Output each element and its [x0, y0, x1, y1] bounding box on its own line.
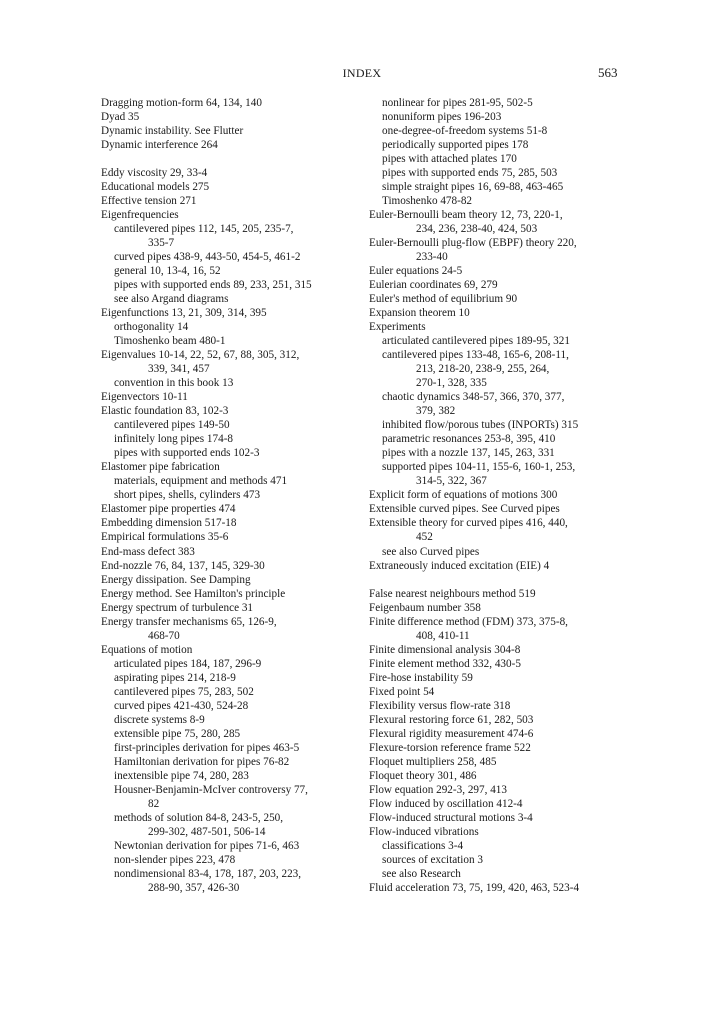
index-subentry: methods of solution 84-8, 243-5, 250,: [114, 811, 284, 824]
index-subentry: Newtonian derivation for pipes 71-6, 463: [114, 839, 300, 852]
index-entry: Effective tension 271: [101, 195, 197, 208]
index-entry: Euler equations 24-5: [369, 265, 463, 278]
index-subentry: 299-302, 487-501, 506-14: [148, 825, 266, 838]
index-subentry: curved pipes 421-430, 524-28: [114, 699, 249, 712]
index-subentry: short pipes, shells, cylinders 473: [114, 489, 261, 502]
index-subentry: pipes with supported ends 89, 233, 251, 315: [114, 279, 312, 292]
index-subentry: Timoshenko 478-82: [382, 195, 473, 208]
index-subentry: see also Research: [382, 867, 461, 880]
index-entry: Fluid acceleration 73, 75, 199, 420, 463, 523-4: [369, 881, 580, 894]
index-subentry: 82: [148, 797, 160, 810]
index-entry: Extensible theory for curved pipes 416, 440,: [369, 517, 568, 530]
index-subentry: pipes with supported ends 75, 285, 503: [382, 167, 558, 180]
index-subentry: chaotic dynamics 348-57, 366, 370, 377,: [382, 391, 565, 404]
index-entry: Elastic foundation 83, 102-3: [101, 405, 229, 418]
index-entry: Flexural rigidity measurement 474-6: [369, 727, 534, 740]
index-entry: Flow equation 292-3, 297, 413: [369, 783, 507, 796]
index-subentry: pipes with supported ends 102-3: [114, 447, 260, 460]
index-subentry: 339, 341, 457: [148, 363, 210, 376]
index-entry: Embedding dimension 517-18: [101, 517, 237, 530]
index-entry: Energy spectrum of turbulence 31: [101, 601, 254, 614]
index-entry: Finite difference method (FDM) 373, 375-8,: [369, 615, 568, 628]
index-subentry: nonuniform pipes 196-203: [382, 111, 502, 124]
index-entry: Eigenfunctions 13, 21, 309, 314, 395: [101, 307, 267, 320]
index-subentry: 233-40: [416, 251, 448, 264]
index-subentry: convention in this book 13: [114, 377, 234, 390]
index-subentry: 408, 410-11: [416, 629, 470, 642]
index-subentry: materials, equipment and methods 471: [114, 475, 288, 488]
index-subentry: aspirating pipes 214, 218-9: [114, 671, 236, 684]
index-subentry: Housner-Benjamin-McIver controversy 77,: [114, 783, 308, 796]
index-subentry: 379, 382: [416, 405, 456, 418]
index-entry: Eigenfrequencies: [101, 209, 179, 222]
index-subentry: inhibited flow/porous tubes (INPORTs) 315: [382, 419, 579, 432]
index-gap: [101, 152, 381, 166]
index-entry: Flow-induced vibrations: [369, 825, 479, 838]
index-subentry: one-degree-of-freedom systems 51-8: [382, 125, 548, 138]
index-entry: False nearest neighbours method 519: [369, 587, 536, 600]
index-subentry: infinitely long pipes 174-8: [114, 433, 234, 446]
index-subentry: articulated pipes 184, 187, 296-9: [114, 657, 262, 670]
index-subentry: first-principles derivation for pipes 463-5: [114, 741, 300, 754]
index-entry: Dynamic interference 264: [101, 139, 218, 152]
index-subentry: discrete systems 8-9: [114, 713, 205, 726]
index-subentry: simple straight pipes 16, 69-88, 463-465: [382, 181, 564, 194]
index-gap: [369, 573, 659, 587]
index-subentry: 452: [416, 531, 433, 544]
index-entry: Extensible curved pipes. See Curved pipes: [369, 503, 560, 516]
index-entry: Dragging motion-form 64, 134, 140: [101, 97, 262, 109]
index-subentry: non-slender pipes 223, 478: [114, 853, 236, 866]
index-subentry: 335-7: [148, 237, 175, 250]
index-subentry: pipes with attached plates 170: [382, 153, 517, 166]
index-entry: Dynamic instability. See Flutter: [101, 125, 244, 138]
index-entry: Energy transfer mechanisms 65, 126-9,: [101, 615, 277, 628]
index-subentry: classifications 3-4: [382, 839, 464, 852]
index-entry: Eulerian coordinates 69, 279: [369, 279, 498, 292]
index-subentry: 468-70: [148, 629, 180, 642]
index-entry: End-mass defect 383: [101, 545, 195, 558]
index-subentry: Hamiltonian derivation for pipes 76-82: [114, 755, 290, 768]
index-subentry: see also Curved pipes: [382, 545, 480, 558]
index-entry: Finite element method 332, 430-5: [369, 657, 521, 670]
index-entry: Fixed point 54: [369, 685, 435, 698]
index-entry: Energy dissipation. See Damping: [101, 573, 251, 586]
index-entry: Flow-induced structural motions 3-4: [369, 811, 533, 824]
index-subentry: periodically supported pipes 178: [382, 139, 529, 152]
index-subentry: parametric resonances 253-8, 395, 410: [382, 433, 556, 446]
index-subentry: 234, 236, 238-40, 424, 503: [416, 223, 538, 236]
index-subentry: cantilevered pipes 112, 145, 205, 235-7,: [114, 223, 294, 236]
index-subentry: cantilevered pipes 133-48, 165-6, 208-11,: [382, 349, 569, 362]
index-entry: Euler-Bernoulli plug-flow (EBPF) theory 220,: [369, 237, 577, 250]
page-number: 563: [598, 65, 618, 80]
index-subentry: nondimensional 83-4, 178, 187, 203, 223,: [114, 867, 302, 880]
index-entry: Finite dimensional analysis 304-8: [369, 643, 521, 656]
index-entry: Flexural restoring force 61, 282, 503: [369, 713, 534, 726]
index-subentry: inextensible pipe 74, 280, 283: [114, 769, 249, 782]
index-subentry: cantilevered pipes 149-50: [114, 419, 230, 432]
index-entry: Flexibility versus flow-rate 318: [369, 699, 511, 712]
index-subentry: 213, 218-20, 238-9, 255, 264,: [416, 363, 550, 376]
index-entry: Explicit form of equations of motions 300: [369, 489, 558, 502]
index-entry: Extraneously induced excitation (EIE) 4: [369, 559, 550, 572]
index-entry: Expansion theorem 10: [369, 307, 470, 320]
index-entry: Elastomer pipe properties 474: [101, 503, 236, 516]
index-entry: End-nozzle 76, 84, 137, 145, 329-30: [101, 559, 265, 572]
index-entry: Floquet multipliers 258, 485: [369, 755, 497, 768]
index-entry: Eddy viscosity 29, 33-4: [101, 167, 208, 180]
index-entry: Elastomer pipe fabrication: [101, 461, 220, 474]
index-entry: Empirical formulations 35-6: [101, 531, 229, 544]
index-entry: Eigenvectors 10-11: [101, 391, 188, 404]
index-column-left: [101, 96, 381, 895]
running-header-title: INDEX: [342, 66, 382, 80]
index-subentry: orthogonality 14: [114, 321, 189, 334]
index-subentry: pipes with a nozzle 137, 145, 263, 331: [382, 447, 555, 460]
index-subentry: supported pipes 104-11, 155-6, 160-1, 253,: [382, 461, 576, 474]
index-subentry: see also Argand diagrams: [114, 293, 229, 306]
index-subentry: sources of excitation 3: [382, 853, 483, 866]
index-entry: Eigenvalues 10-14, 22, 52, 67, 88, 305, 312,: [101, 349, 300, 362]
index-entry: Feigenbaum number 358: [369, 601, 481, 614]
index-subentry: articulated cantilevered pipes 189-95, 321: [382, 335, 570, 348]
index-column-right: [369, 96, 659, 895]
index-entry: Experiments: [369, 321, 426, 334]
index-entry: Euler's method of equilibrium 90: [369, 293, 518, 306]
index-entry: Dyad 35: [101, 111, 140, 124]
index-subentry: general 10, 13-4, 16, 52: [114, 265, 221, 278]
index-subentry: Timoshenko beam 480-1: [114, 335, 226, 348]
index-entry: Fire-hose instability 59: [369, 671, 473, 684]
index-subentry: extensible pipe 75, 280, 285: [114, 727, 241, 740]
index-subentry: cantilevered pipes 75, 283, 502: [114, 685, 254, 698]
index-subentry: curved pipes 438-9, 443-50, 454-5, 461-2: [114, 251, 301, 264]
index-entry: Equations of motion: [101, 643, 193, 656]
index-entry: Floquet theory 301, 486: [369, 769, 477, 782]
index-subentry: 288-90, 357, 426-30: [148, 881, 240, 894]
index-entry: Energy method. See Hamilton's principle: [101, 587, 286, 600]
index-subentry: nonlinear for pipes 281-95, 502-5: [382, 97, 533, 109]
index-entry: Euler-Bernoulli beam theory 12, 73, 220-1,: [369, 209, 563, 222]
index-entry: Flexure-torsion reference frame 522: [369, 741, 531, 754]
index-subentry: 314-5, 322, 367: [416, 475, 487, 488]
index-subentry: 270-1, 328, 335: [416, 377, 487, 390]
index-entry: Educational models 275: [101, 181, 210, 194]
index-entry: Flow induced by oscillation 412-4: [369, 797, 523, 810]
